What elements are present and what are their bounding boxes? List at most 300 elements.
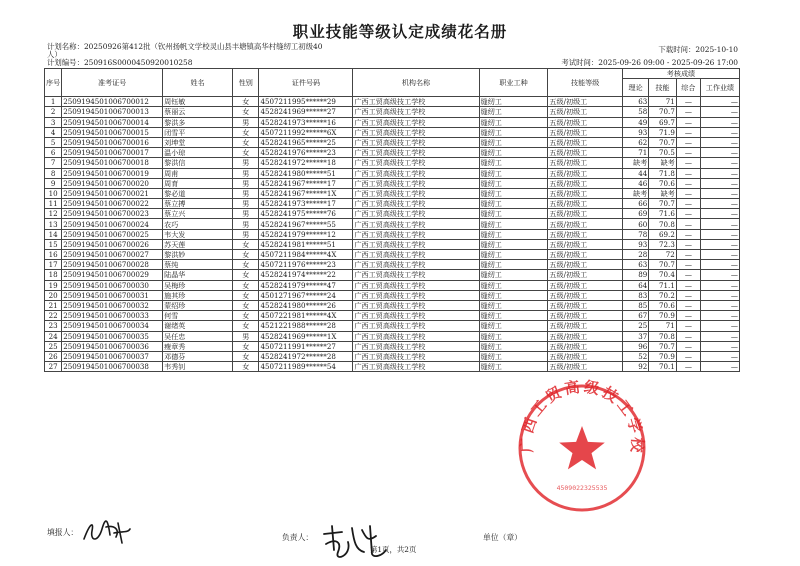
exam-time: 考试时间：2025-09-26 09:00 - 2025-09-26 17:00 bbox=[561, 58, 738, 67]
cell-gender: 女 bbox=[233, 107, 259, 117]
table-row bbox=[45, 270, 740, 280]
cell-overall: — bbox=[676, 148, 700, 158]
cell-org: 广西工贸高级技工学校 bbox=[353, 97, 479, 107]
cell-seq: 6 bbox=[45, 148, 62, 158]
table-row bbox=[45, 341, 740, 351]
cell-overall: — bbox=[676, 280, 700, 290]
cell-trade: 缝纫工 bbox=[479, 321, 548, 331]
cell-ticket: 2509194501006700017 bbox=[62, 148, 163, 158]
filler-label: 填报人： bbox=[47, 528, 79, 537]
cell-level: 五级/初级工 bbox=[548, 362, 623, 372]
cell-skill: 69.7 bbox=[649, 117, 677, 127]
cell-work: — bbox=[700, 290, 739, 300]
cell-name: 邓德芬 bbox=[163, 351, 233, 361]
table-row bbox=[45, 117, 740, 127]
cell-org: 广西工贸高级技工学校 bbox=[353, 351, 479, 361]
cell-theory: 49 bbox=[622, 117, 648, 127]
cell-level: 五级/初级工 bbox=[548, 158, 623, 168]
cell-skill: 70.1 bbox=[649, 362, 677, 372]
col-trade: 职业工种 bbox=[479, 69, 548, 97]
cell-org: 广西工贸高级技工学校 bbox=[353, 229, 479, 239]
cell-org: 广西工贸高级技工学校 bbox=[353, 219, 479, 229]
cell-seq: 2 bbox=[45, 107, 62, 117]
col-gender: 性别 bbox=[233, 69, 259, 97]
cell-overall: — bbox=[676, 199, 700, 209]
cell-overall: — bbox=[676, 219, 700, 229]
cell-trade: 缝纫工 bbox=[479, 260, 548, 270]
col-theory: 理论 bbox=[622, 79, 648, 97]
cell-id: 4528241965******25 bbox=[259, 137, 353, 147]
cell-work: — bbox=[700, 158, 739, 168]
cell-work: — bbox=[700, 188, 739, 198]
table-row bbox=[45, 97, 740, 107]
cell-org: 广西工贸高级技工学校 bbox=[353, 260, 479, 270]
cell-overall: — bbox=[676, 97, 700, 107]
cell-theory: 缺考 bbox=[622, 158, 648, 168]
col-level: 技能等级 bbox=[548, 69, 623, 97]
cell-overall: — bbox=[676, 311, 700, 321]
cell-gender: 女 bbox=[233, 260, 259, 270]
cell-gender: 男 bbox=[233, 229, 259, 239]
cell-overall: — bbox=[676, 137, 700, 147]
cell-gender: 女 bbox=[233, 127, 259, 137]
cell-trade: 缝纫工 bbox=[479, 311, 548, 321]
cell-seq: 19 bbox=[45, 280, 62, 290]
cell-org: 广西工贸高级技工学校 bbox=[353, 290, 479, 300]
cell-ticket: 2509194501006700022 bbox=[62, 199, 163, 209]
cell-ticket: 2509194501006700032 bbox=[62, 300, 163, 310]
cell-seq: 7 bbox=[45, 158, 62, 168]
cell-seq: 16 bbox=[45, 250, 62, 260]
col-name: 姓名 bbox=[163, 69, 233, 97]
cell-skill: 70.9 bbox=[649, 311, 677, 321]
cell-skill: 70.7 bbox=[649, 260, 677, 270]
cell-theory: 96 bbox=[622, 341, 648, 351]
cell-seq: 8 bbox=[45, 168, 62, 178]
cell-overall: — bbox=[676, 362, 700, 372]
table-row bbox=[45, 219, 740, 229]
cell-org: 广西工贸高级技工学校 bbox=[353, 199, 479, 209]
cell-seq: 17 bbox=[45, 260, 62, 270]
cell-skill: 70.4 bbox=[649, 270, 677, 280]
plan-name: 计划名称：20250926第412批（钦州扬帆文学校灵山县丰塘镇高华村缝纫工初级40 bbox=[47, 42, 323, 51]
cell-ticket: 2509194501006700025 bbox=[62, 229, 163, 239]
cell-gender: 男 bbox=[233, 331, 259, 341]
cell-name: 黎洪信 bbox=[163, 158, 233, 168]
cell-name: 蔡纯 bbox=[163, 260, 233, 270]
cell-work: — bbox=[700, 331, 739, 341]
cell-name: 陆晶华 bbox=[163, 270, 233, 280]
cell-level: 五级/初级工 bbox=[548, 260, 623, 270]
cell-org: 广西工贸高级技工学校 bbox=[353, 168, 479, 178]
cell-id: 4521221988******28 bbox=[259, 321, 353, 331]
table-row bbox=[45, 188, 740, 198]
cell-seq: 25 bbox=[45, 341, 62, 351]
cell-name: 蒙绍珍 bbox=[163, 300, 233, 310]
cell-overall: — bbox=[676, 209, 700, 219]
filler-signature bbox=[80, 517, 132, 547]
cell-ticket: 2509194501006700029 bbox=[62, 270, 163, 280]
cell-name: 温小琼 bbox=[163, 148, 233, 158]
cell-name: 闭雪平 bbox=[163, 127, 233, 137]
cell-theory: 58 bbox=[622, 107, 648, 117]
cell-skill: 70.8 bbox=[649, 219, 677, 229]
cell-id: 4507211995******29 bbox=[259, 97, 353, 107]
cell-ticket: 250919450100670001​2 bbox=[62, 97, 163, 107]
cell-id: 4528241973******16 bbox=[259, 117, 353, 127]
cell-theory: 93 bbox=[622, 127, 648, 137]
cell-gender: 女 bbox=[233, 280, 259, 290]
cell-id: 4507211976******23 bbox=[259, 260, 353, 270]
col-overall: 综合 bbox=[676, 79, 700, 97]
official-seal bbox=[512, 378, 652, 518]
cell-ticket: 2509194501006700014 bbox=[62, 117, 163, 127]
cell-org: 广西工贸高级技工学校 bbox=[353, 270, 479, 280]
cell-trade: 缝纫工 bbox=[479, 331, 548, 341]
table-row bbox=[45, 107, 740, 117]
cell-ticket: 2509194501006700016 bbox=[62, 137, 163, 147]
cell-gender: 男 bbox=[233, 188, 259, 198]
cell-seq: 26 bbox=[45, 351, 62, 361]
cell-seq: 21 bbox=[45, 300, 62, 310]
cell-work: — bbox=[700, 137, 739, 147]
table-row bbox=[45, 260, 740, 270]
cell-seq: 3 bbox=[45, 117, 62, 127]
cell-overall: — bbox=[676, 351, 700, 361]
cell-level: 五级/初级工 bbox=[548, 137, 623, 147]
cell-gender: 女 bbox=[233, 362, 259, 372]
cell-overall: — bbox=[676, 168, 700, 178]
cell-work: — bbox=[700, 229, 739, 239]
cell-id: 4528241969******1X bbox=[259, 331, 353, 341]
cell-name: 韦大发 bbox=[163, 229, 233, 239]
cell-trade: 缝纫工 bbox=[479, 250, 548, 260]
col-ticket: 准考证号 bbox=[62, 69, 163, 97]
cell-work: — bbox=[700, 341, 739, 351]
cell-skill: 70.8 bbox=[649, 331, 677, 341]
cell-gender: 男 bbox=[233, 219, 259, 229]
cell-name: 蔡立搏 bbox=[163, 199, 233, 209]
cell-name: 刘坤堂 bbox=[163, 137, 233, 147]
col-org: 机构名称 bbox=[353, 69, 479, 97]
cell-id: 4507211984******4X bbox=[259, 250, 353, 260]
cell-level: 五级/初级工 bbox=[548, 209, 623, 219]
download-time: 下载时间：2025-10-10 bbox=[658, 45, 738, 54]
cell-org: 广西工贸高级技工学校 bbox=[353, 127, 479, 137]
cell-ticket: 2509194501006700015 bbox=[62, 127, 163, 137]
cell-id: 4507221981******4X bbox=[259, 311, 353, 321]
cell-org: 广西工贸高级技工学校 bbox=[353, 311, 479, 321]
cell-level: 五级/初级工 bbox=[548, 199, 623, 209]
cell-level: 五级/初级工 bbox=[548, 270, 623, 280]
cell-overall: — bbox=[676, 250, 700, 260]
table-row bbox=[45, 311, 740, 321]
plan-name-continued: 人） bbox=[47, 50, 62, 59]
cell-theory: 71 bbox=[622, 148, 648, 158]
cell-name: 黎必道 bbox=[163, 188, 233, 198]
table-row bbox=[45, 148, 740, 158]
cell-seq: 1 bbox=[45, 97, 62, 107]
cell-seq: 15 bbox=[45, 239, 62, 249]
cell-trade: 缝纫工 bbox=[479, 199, 548, 209]
cell-ticket: 2509194501006700033 bbox=[62, 311, 163, 321]
cell-name: 周钰敏 bbox=[163, 97, 233, 107]
cell-trade: 缝纫工 bbox=[479, 97, 548, 107]
score-table bbox=[44, 68, 740, 372]
cell-org: 广西工贸高级技工学校 bbox=[353, 239, 479, 249]
cell-id: 4528241967******17 bbox=[259, 178, 353, 188]
table-row bbox=[45, 178, 740, 188]
cell-level: 五级/初级工 bbox=[548, 321, 623, 331]
cell-gender: 男 bbox=[233, 209, 259, 219]
cell-skill: 70.7 bbox=[649, 199, 677, 209]
cell-work: — bbox=[700, 280, 739, 290]
cell-theory: 67 bbox=[622, 311, 648, 321]
cell-org: 广西工贸高级技工学校 bbox=[353, 107, 479, 117]
cell-skill: 71.6 bbox=[649, 209, 677, 219]
cell-theory: 37 bbox=[622, 331, 648, 341]
cell-id: 4528241980******51 bbox=[259, 168, 353, 178]
cell-name: 周甫 bbox=[163, 168, 233, 178]
cell-ticket: 2509194501006700028 bbox=[62, 260, 163, 270]
cell-ticket: 2509194501006700023 bbox=[62, 209, 163, 219]
cell-skill: 70.9 bbox=[649, 351, 677, 361]
cell-trade: 缝纫工 bbox=[479, 229, 548, 239]
cell-org: 广西工贸高级技工学校 bbox=[353, 280, 479, 290]
cell-ticket: 2509194501006700027 bbox=[62, 250, 163, 260]
cell-overall: — bbox=[676, 107, 700, 117]
cell-id: 4528241972******18 bbox=[259, 158, 353, 168]
cell-skill: 71.8 bbox=[649, 168, 677, 178]
cell-org: 广西工贸高级技工学校 bbox=[353, 331, 479, 341]
cell-seq: 22 bbox=[45, 311, 62, 321]
cell-gender: 女 bbox=[233, 311, 259, 321]
cell-theory: 63 bbox=[622, 260, 648, 270]
table-row bbox=[45, 321, 740, 331]
table-row bbox=[45, 290, 740, 300]
cell-work: — bbox=[700, 148, 739, 158]
cell-level: 五级/初级工 bbox=[548, 229, 623, 239]
table-row bbox=[45, 351, 740, 361]
cell-id: 4528241969******27 bbox=[259, 107, 353, 117]
cell-theory: 46 bbox=[622, 178, 648, 188]
cell-skill: 71.1 bbox=[649, 280, 677, 290]
cell-overall: — bbox=[676, 229, 700, 239]
page-number: 第1页，共2页 bbox=[370, 545, 417, 554]
cell-name: 瘦章秀 bbox=[163, 341, 233, 351]
cell-work: — bbox=[700, 168, 739, 178]
table-row bbox=[45, 250, 740, 260]
cell-level: 五级/初级工 bbox=[548, 239, 623, 249]
cell-theory: 62 bbox=[622, 137, 648, 147]
cell-trade: 缝纫工 bbox=[479, 127, 548, 137]
cell-trade: 缝纫工 bbox=[479, 351, 548, 361]
cell-theory: 52 bbox=[622, 351, 648, 361]
cell-org: 广西工贸高级技工学校 bbox=[353, 178, 479, 188]
cell-skill: 70.7 bbox=[649, 137, 677, 147]
cell-seq: 27 bbox=[45, 362, 62, 372]
cell-overall: — bbox=[676, 117, 700, 127]
cell-overall: — bbox=[676, 127, 700, 137]
cell-work: — bbox=[700, 178, 739, 188]
cell-org: 广西工贸高级技工学校 bbox=[353, 250, 479, 260]
cell-level: 五级/初级工 bbox=[548, 97, 623, 107]
cell-org: 广西工贸高级技工学校 bbox=[353, 188, 479, 198]
cell-gender: 男 bbox=[233, 178, 259, 188]
cell-gender: 女 bbox=[233, 148, 259, 158]
cell-overall: — bbox=[676, 270, 700, 280]
cell-skill: 缺考 bbox=[649, 158, 677, 168]
cell-gender: 女 bbox=[233, 270, 259, 280]
cell-level: 五级/初级工 bbox=[548, 331, 623, 341]
cell-theory: 85 bbox=[622, 300, 648, 310]
cell-overall: — bbox=[676, 178, 700, 188]
table-row bbox=[45, 362, 740, 372]
cell-trade: 缝纫工 bbox=[479, 117, 548, 127]
cell-trade: 缝纫工 bbox=[479, 280, 548, 290]
table-row bbox=[45, 331, 740, 341]
cell-skill: 69.2 bbox=[649, 229, 677, 239]
cell-id: 4528241980******26 bbox=[259, 300, 353, 310]
cell-ticket: 2509194501006700037 bbox=[62, 351, 163, 361]
cell-overall: — bbox=[676, 341, 700, 351]
cell-ticket: 2509194501006700019 bbox=[62, 168, 163, 178]
cell-work: — bbox=[700, 219, 739, 229]
cell-name: 蔡丽云 bbox=[163, 107, 233, 117]
table-row bbox=[45, 137, 740, 147]
cell-theory: 69 bbox=[622, 209, 648, 219]
cell-level: 五级/初级工 bbox=[548, 178, 623, 188]
cell-id: 4507211991******27 bbox=[259, 341, 353, 351]
cell-trade: 缝纫工 bbox=[479, 362, 548, 372]
cell-theory: 78 bbox=[622, 229, 648, 239]
cell-skill: 70.6 bbox=[649, 178, 677, 188]
cell-level: 五级/初级工 bbox=[548, 148, 623, 158]
cell-id: 4501271967******24 bbox=[259, 290, 353, 300]
cell-skill: 72.3 bbox=[649, 239, 677, 249]
cell-gender: 男 bbox=[233, 158, 259, 168]
cell-overall: — bbox=[676, 239, 700, 249]
cell-gender: 男 bbox=[233, 168, 259, 178]
cell-theory: 44 bbox=[622, 168, 648, 178]
cell-org: 广西工贸高级技工学校 bbox=[353, 137, 479, 147]
cell-gender: 女 bbox=[233, 351, 259, 361]
cell-trade: 缝纫工 bbox=[479, 239, 548, 249]
cell-ticket: 2509194501006700026 bbox=[62, 239, 163, 249]
cell-id: 4507211989******54 bbox=[259, 362, 353, 372]
cell-gender: 女 bbox=[233, 321, 259, 331]
table-row bbox=[45, 158, 740, 168]
table-row bbox=[45, 239, 740, 249]
cell-name: 农巧 bbox=[163, 219, 233, 229]
cell-trade: 缝纫工 bbox=[479, 137, 548, 147]
cell-level: 五级/初级工 bbox=[548, 107, 623, 117]
cell-id: 4528241967******55 bbox=[259, 219, 353, 229]
cell-trade: 缝纫工 bbox=[479, 270, 548, 280]
cell-gender: 男 bbox=[233, 199, 259, 209]
cell-ticket: 2509194501006700031 bbox=[62, 290, 163, 300]
cell-org: 广西工贸高级技工学校 bbox=[353, 362, 479, 372]
cell-org: 广西工贸高级技工学校 bbox=[353, 117, 479, 127]
cell-id: 4528241979******47 bbox=[259, 280, 353, 290]
seal-text: 广西工贸高级技工学校 bbox=[517, 378, 647, 457]
seal-code: 4509022325535 bbox=[556, 484, 608, 492]
cell-name: 吴任忠 bbox=[163, 331, 233, 341]
cell-theory: 89 bbox=[622, 270, 648, 280]
responsible-label: 负责人： bbox=[282, 533, 314, 542]
cell-name: 周育 bbox=[163, 178, 233, 188]
cell-level: 五级/初级工 bbox=[548, 290, 623, 300]
table-row bbox=[45, 209, 740, 219]
table-row bbox=[45, 229, 740, 239]
cell-id: 4528241973******17 bbox=[259, 199, 353, 209]
cell-org: 广西工贸高级技工学校 bbox=[353, 148, 479, 158]
cell-skill: 缺考 bbox=[649, 188, 677, 198]
col-seq: 序号 bbox=[45, 69, 62, 97]
cell-level: 五级/初级工 bbox=[548, 300, 623, 310]
col-work: 工作业绩 bbox=[700, 79, 739, 97]
cell-ticket: 2509194501006700024 bbox=[62, 219, 163, 229]
cell-overall: — bbox=[676, 290, 700, 300]
cell-level: 五级/初级工 bbox=[548, 219, 623, 229]
cell-skill: 71 bbox=[649, 321, 677, 331]
cell-seq: 4 bbox=[45, 127, 62, 137]
table-row bbox=[45, 168, 740, 178]
cell-name: 谢绪英 bbox=[163, 321, 233, 331]
table-row bbox=[45, 300, 740, 310]
cell-trade: 缝纫工 bbox=[479, 300, 548, 310]
cell-name: 韦秀钊 bbox=[163, 362, 233, 372]
cell-name: 黎洪多 bbox=[163, 117, 233, 127]
cell-work: — bbox=[700, 311, 739, 321]
cell-theory: 64 bbox=[622, 280, 648, 290]
table-body bbox=[45, 97, 740, 372]
cell-theory: 63 bbox=[622, 97, 648, 107]
cell-trade: 缝纫工 bbox=[479, 168, 548, 178]
cell-level: 五级/初级工 bbox=[548, 351, 623, 361]
cell-seq: 11 bbox=[45, 199, 62, 209]
cell-skill: 71 bbox=[649, 97, 677, 107]
cell-level: 五级/初级工 bbox=[548, 168, 623, 178]
cell-gender: 男 bbox=[233, 117, 259, 127]
unit-seal-label: 单位（章） bbox=[483, 533, 522, 542]
cell-gender: 女 bbox=[233, 250, 259, 260]
cell-name: 何雪 bbox=[163, 311, 233, 321]
cell-org: 广西工贸高级技工学校 bbox=[353, 209, 479, 219]
cell-id: 4528241972******28 bbox=[259, 351, 353, 361]
cell-trade: 缝纫工 bbox=[479, 209, 548, 219]
cell-seq: 10 bbox=[45, 188, 62, 198]
cell-skill: 72 bbox=[649, 250, 677, 260]
cell-level: 五级/初级工 bbox=[548, 188, 623, 198]
cell-trade: 缝纫工 bbox=[479, 290, 548, 300]
cell-id: 4507211992******6X bbox=[259, 127, 353, 137]
cell-theory: 缺考 bbox=[622, 188, 648, 198]
cell-name: 苏天莲 bbox=[163, 239, 233, 249]
cell-ticket: 2509194501006700035 bbox=[62, 331, 163, 341]
cell-seq: 12 bbox=[45, 209, 62, 219]
cell-work: — bbox=[700, 260, 739, 270]
cell-org: 广西工贸高级技工学校 bbox=[353, 158, 479, 168]
cell-seq: 20 bbox=[45, 290, 62, 300]
cell-level: 五级/初级工 bbox=[548, 341, 623, 351]
cell-work: — bbox=[700, 199, 739, 209]
cell-name: 施其珍 bbox=[163, 290, 233, 300]
cell-work: — bbox=[700, 321, 739, 331]
cell-seq: 9 bbox=[45, 178, 62, 188]
cell-ticket: 2509194501006700030 bbox=[62, 280, 163, 290]
cell-id: 4528241981******51 bbox=[259, 239, 353, 249]
